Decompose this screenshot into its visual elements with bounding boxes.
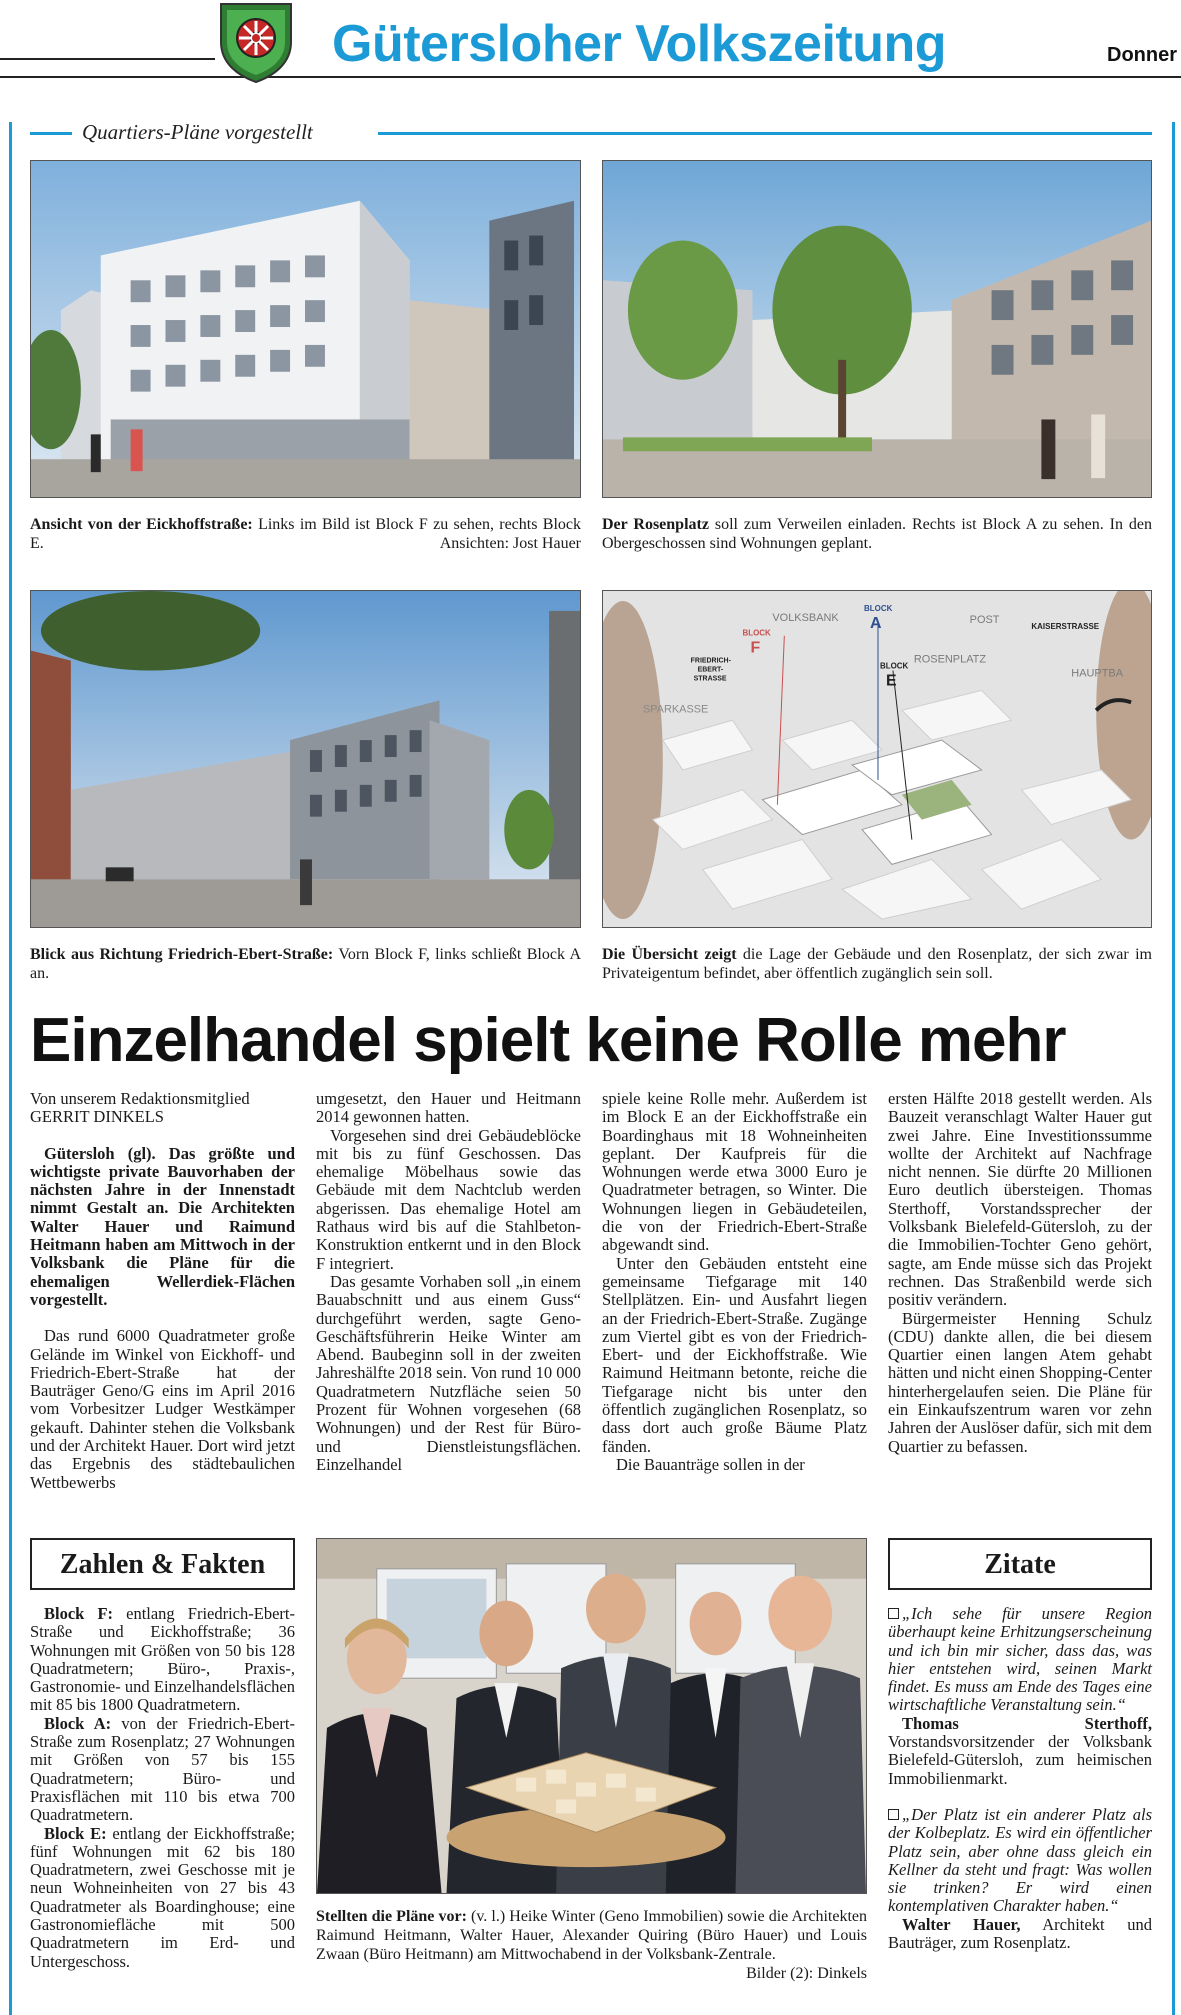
- article-paragraph: Unter den Gebäuden entsteht eine gemeinsame Tiefgarage mit 140 Stellplätzen. Ein- und Ausfahrt liegen an der Friedrich-Ebert-Straße. Zugänge zum Viertel gibt es von der Friedrich-Ebert- und der Eickhoffstraße. Wie Raimund Heitmann betonte, reiche die Tiefgarage nicht bis unter den öffentlich zugänglichen Rosenplatz, so dass dort auch große Bäume Platz fänden.: [602, 1253, 867, 1456]
- label-volksbank: VOLKSBANK: [772, 611, 839, 624]
- article-headline: Einzelhandel spielt keine Rolle mehr: [30, 1006, 1066, 1075]
- article-paragraph: Vorgesehen sind drei Gebäudeblöcke mit bis zu fünf Geschossen. Das ehemalige Möbelhaus sowie das Gebäude mit dem Nachtclub werden abgerissen. Das ehemalige Hotel am Rathaus wird bis auf die Stahlbeton-Konstruktion entkernt und in den Block F integriert.: [316, 1125, 581, 1273]
- frame-right-rule: [1172, 122, 1175, 2015]
- caption-photo-5: [316, 1907, 867, 1983]
- article-paragraph: Das gesamte Vorhaben soll „in einem Bauabschnitt und aus einem Guss“ durchgeführt werden, sagte Geno-Geschäftsführerin Heike Winter am Abend. Baubeginn soll in der zweiten Jahreshälfte 2018 sein. Von rund 10 000 Quadratmetern Nutzfläche seien 50 Prozent für Wohnen vorgesehen (68 Wohnungen) und der Rest für Büro- und Dienstleistungsflächen. Einzelhandel: [316, 1271, 581, 1474]
- fact-text: entlang Friedrich-Ebert-Straße und Eickhoffstraße; 36 Wohnungen mit Größen von 50 bis 128 Quadratmetern; Büro-, Praxis-, Gastronomie- und Einzelhandelsflächen mit 85 bis 1800 Quadratmetern.: [30, 1604, 295, 1715]
- caption-lead: Blick aus Richtung Friedrich-Ebert-Straße:: [30, 946, 334, 963]
- caption-lead: Ansicht von der Eickhoffstraße:: [30, 516, 253, 533]
- quote-2: [888, 1806, 1152, 1916]
- label-block-f: BLOCK: [742, 628, 771, 638]
- caption-photo-3: [30, 945, 581, 983]
- caption-text: soll zum Verweilen einladen. Rechts ist Block A zu sehen. In den Obergeschossen sind Wohnungen geplant.: [602, 516, 1153, 552]
- byline-2: GERRIT DINKELS: [30, 1107, 164, 1127]
- label-friedrich-3: STRASSE: [693, 675, 727, 683]
- photo-credit: Ansichten: Jost Hauer: [439, 535, 581, 552]
- fact-block-a: [30, 1715, 295, 1825]
- quotes-box: [888, 1605, 1152, 1952]
- masthead: [0, 0, 1181, 78]
- fact-lead: Block F:: [44, 1604, 114, 1623]
- caption-lead: Stellten die Pläne vor:: [316, 1908, 467, 1925]
- photo-rosenplatz: [602, 160, 1152, 498]
- fact-lead: Block E:: [44, 1823, 107, 1843]
- coat-of-arms-icon: [217, 0, 295, 84]
- article-column-4: [888, 1090, 1152, 1456]
- photo-friedrich-ebert-strasse: [30, 590, 581, 928]
- photo-site-overview: [602, 590, 1152, 928]
- date-stub: Donner: [1107, 44, 1177, 66]
- article-lead: Gütersloh (gl). Das größte und wichtigste private Bauvorhaben der nächsten Jahre in der Innenstadt nimmt Gestalt an. Die Architekten Walter Hauer und Raimund Heitmann haben am Mittwoch in der Volksbank die Pläne für die ehemaligen Wellerdiek-Flächen vorgestellt.: [30, 1143, 295, 1309]
- section-label: Quartiers-Pläne vorgestellt: [82, 120, 313, 144]
- caption-photo-2: [602, 515, 1152, 553]
- section-rule-left: [30, 132, 72, 135]
- label-kaiserstrasse: KAISERSTRASSE: [1031, 621, 1100, 631]
- caption-lead: Die Übersicht zeigt: [602, 946, 737, 963]
- quote-author: Walter Hauer,: [902, 1914, 1021, 1934]
- frame-left-rule: [9, 122, 12, 2015]
- article-column-2: [316, 1090, 581, 1474]
- label-hauptbahn: HAUPTBA: [1071, 667, 1124, 680]
- photo-eickhoffstrasse: [30, 160, 581, 498]
- label-rosenplatz: ROSENPLATZ: [913, 653, 987, 666]
- section-rule-right: [378, 132, 1152, 135]
- quote-text: „Der Platz ist ein anderer Platz als der Kolbeplatz. Es wird ein öffentlicher Platz sein, aber ohne dass gleich ein Kellner da steht und fragt: Was wollen sie trinken? Er wird einen kontemplativen Charakter haben.“: [888, 1804, 1152, 1916]
- fact-text: von der Friedrich-Ebert-Straße zum Rosenplatz; 27 Wohnungen mit Größen von 57 bis 155 Quadratmetern; Büro- und Praxisflächen mit 110 bis etwa 700 Quadratmetern.: [30, 1713, 295, 1825]
- photo-credit: Bilder (2): Dinkels: [746, 1965, 867, 1982]
- masthead-rule: [0, 58, 215, 60]
- quote-role: Architekt und Bauträger, zum Rosenplatz.: [888, 1914, 1152, 1953]
- byline-1: Von unserem Redaktionsmitglied: [30, 1089, 250, 1108]
- label-sparkasse: SPARKASSE: [642, 703, 709, 716]
- square-bullet-icon: [888, 1608, 899, 1619]
- caption-photo-1: [30, 515, 581, 553]
- photo-presenters: [316, 1538, 867, 1894]
- article-paragraph: umgesetzt, den Hauer und Heitmann 2014 gewonnen hatten.: [316, 1089, 581, 1127]
- caption-text: die Lage der Gebäude und den Rosenplatz, der sich zwar im Privateigentum befindet, aber öffentlich zugänglich sein soll.: [602, 946, 1152, 982]
- quote-text: „Ich sehe für unsere Region überhaupt keine Erhitzungserscheinung und ich bin mir sicher, dass das, was hier entstehen wird, seinen Markt findet. Es muss am Ende des Tages eine wirtschaftliche Veranstaltung sein.“: [888, 1604, 1152, 1715]
- facts-box-title: Zahlen & Fakten: [30, 1538, 295, 1590]
- article-column-3: [602, 1090, 867, 1474]
- label-block-a-letter: A: [870, 614, 882, 632]
- facts-box: [30, 1605, 295, 1971]
- fact-block-f: [30, 1605, 295, 1715]
- caption-text: Vorn Block F, links schließt Block A an.: [30, 946, 582, 982]
- quote-role: Vorstandsvorsitzender der Volksbank Bielefeld-Gütersloh, zum heimischen Immobilienmarkt.: [888, 1732, 1152, 1788]
- article-paragraph: Das rund 6000 Quadratmeter große Gelände im Winkel von Eickhoff- und Friedrich-Ebert-Straße hat der Bauträger Geno/G eins im April 2016 vom Vorbesitzer Ludger Westkämper gekauft. Dahinter stehen die Volksbank und der Architekt Hauer. Dort wird jetzt das Ergebnis des städtebaulichen Wettbewerbs: [30, 1326, 295, 1492]
- caption-photo-4: [602, 945, 1152, 983]
- article-paragraph: spiele keine Rolle mehr. Außerdem ist im Block E an der Eickhoffstraße ein Boardinghaus mit 18 Wohneinheiten geplant. Der Kaufpreis für die Wohnungen werde etwa 3000 Euro je Quadratmeter betragen, so Winter. Die Wohnungen liegen in Gebäudeteilen, die von der Friedrich-Ebert-Straße abgewandt sind.: [602, 1089, 867, 1255]
- label-block-a: BLOCK: [864, 603, 893, 613]
- quotes-box-title: Zitate: [888, 1538, 1152, 1590]
- fact-block-e: [30, 1825, 295, 1971]
- quote-author: Thomas Sterthoff,: [902, 1713, 1152, 1733]
- article-paragraph: Die Bauanträge sollen in der: [616, 1454, 805, 1474]
- square-bullet-icon: [888, 1809, 899, 1820]
- caption-lead: Der Rosenplatz: [602, 516, 709, 533]
- label-friedrich-2: EBERT-: [697, 666, 724, 674]
- article-column-1: [30, 1090, 295, 1492]
- article-paragraph: ersten Hälfte 2018 gestellt werden. Als Bauzeit veranschlagt Walter Hauer gut zwei Jahre. Eine Investitionssumme wollte der Architekt auf Nachfrage nicht nennen. Sie dürfte 20 Millionen Euro deutlich übersteigen. Thomas Sterthoff, Vorstandssprecher der Volksbank Bielefeld-Gütersloh, zu der die Immobilien-Tochter Geno gehört, sagte, am Ende müsse sich das Projekt rechnen. Das Straßenbild werde sich positiv verändern.: [888, 1089, 1152, 1310]
- label-block-e: BLOCK: [879, 661, 909, 671]
- fact-text: entlang der Eickhoffstraße; fünf Wohnungen mit 62 bis 180 Quadratmetern, zwei Geschosse mit je neun Wohneinheiten von 27 bis 43 Quadratmeter als Boardinghouse; eine Gastronomiefläche mit 500 Quadratmetern im Erd- und Untergeschoss.: [30, 1823, 295, 1971]
- quote-2-attribution: [888, 1916, 1152, 1953]
- label-block-f-letter: F: [750, 639, 761, 657]
- section-bar: [30, 120, 1152, 146]
- label-friedrich-1: FRIEDRICH-: [690, 657, 731, 665]
- caption-text: Links im Bild ist Block F zu sehen, rechts Block E.: [30, 516, 581, 552]
- paper-name: Gütersloher Volkszeitung: [332, 15, 947, 73]
- quote-1-attribution: [888, 1715, 1152, 1788]
- caption-text: (v. l.) Heike Winter (Geno Immobilien) sowie die Architekten Raimund Heitmann, Walter Hauer, Alexander Quiring (Büro Hauer) und Louis Zwaan (Büro Heitmann) am Mittwochabend in der Volksbank-Zentrale.: [316, 1908, 867, 1963]
- fact-lead: Block A:: [44, 1713, 112, 1733]
- quote-1: [888, 1605, 1152, 1715]
- label-block-e-letter: E: [885, 672, 897, 690]
- label-post: POST: [969, 613, 1000, 626]
- article-paragraph: Bürgermeister Henning Schulz (CDU) dankte allen, die bei diesem Quartier einen langen Atem gehabt hätten und nicht einen Shopping-Center hinterhergelaufen seien. Die Pläne für ein Einkaufszentrum waren vor zehn Jahren der Auslöser dafür, sich mit dem Quartier zu befassen.: [888, 1308, 1152, 1456]
